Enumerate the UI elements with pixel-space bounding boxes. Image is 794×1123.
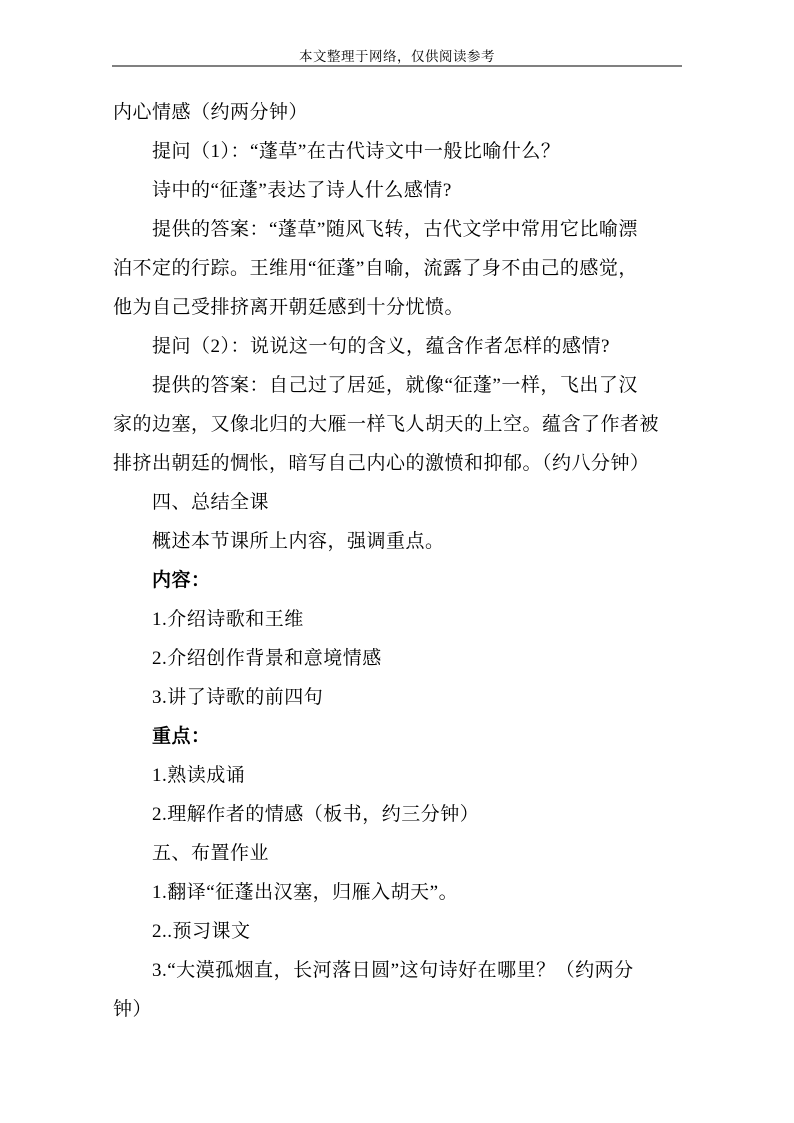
header-note: 本文整理于网络，仅供阅读参考 (299, 49, 495, 64)
text-line: 他为自己受排挤离开朝廷感到十分忧愤。 (113, 297, 465, 318)
header-divider (112, 65, 682, 67)
text-line: 提供的答案：自己过了居延，就像“征蓬”一样，飞出了汉 (152, 375, 638, 396)
text-line: 概述本节课所上内容，强调重点。 (152, 531, 445, 552)
text-line: 2.理解作者的情感（板书，约三分钟） (152, 804, 480, 825)
text-line: 提问（2）：说说这一句的含义，蕴含作者怎样的感情? (152, 336, 610, 357)
text-line: 家的边塞，又像北归的大雁一样飞人胡天的上空。蕴含了作者被 (113, 414, 660, 435)
text-line: 排挤出朝廷的惆怅，暗写自己内心的激愤和抑郁。（约八分钟） (113, 453, 650, 474)
text-line: 内容： (152, 570, 211, 591)
text-line: 重点： (152, 726, 211, 747)
text-line: 3.“大漠孤烟直，长河落日圆”这句诗好在哪里？（约两分 (152, 960, 634, 981)
text-line: 内心情感（约两分钟） (113, 102, 309, 123)
text-line: 泊不定的行踪。王维用“征蓬”自喻，流露了身不由己的感觉， (113, 258, 638, 279)
text-line: 四、总结全课 (152, 492, 270, 513)
text-line: 提问（1）：“蓬草”在古代诗文中一般比喻什么？ (152, 141, 561, 162)
text-line: 1.翻译“征蓬出汉塞，归雁入胡天”。 (152, 882, 459, 903)
text-line: 1.介绍诗歌和王维 (152, 609, 304, 630)
text-line: 2.介绍创作背景和意境情感 (152, 648, 382, 669)
text-line: 钟） (113, 999, 153, 1020)
text-line: 2..预习课文 (152, 921, 251, 942)
text-line: 提供的答案：“蓬草”随风飞转，古代文学中常用它比喻漂 (152, 219, 638, 240)
page-header (0, 0, 794, 67)
text-line: 3.讲了诗歌的前四句 (152, 687, 324, 708)
text-line: 1.熟读成诵 (152, 765, 246, 786)
text-line: 诗中的“征蓬”表达了诗人什么感情? (152, 180, 452, 201)
document-body (113, 93, 683, 1029)
text-line: 五、布置作业 (152, 843, 270, 864)
